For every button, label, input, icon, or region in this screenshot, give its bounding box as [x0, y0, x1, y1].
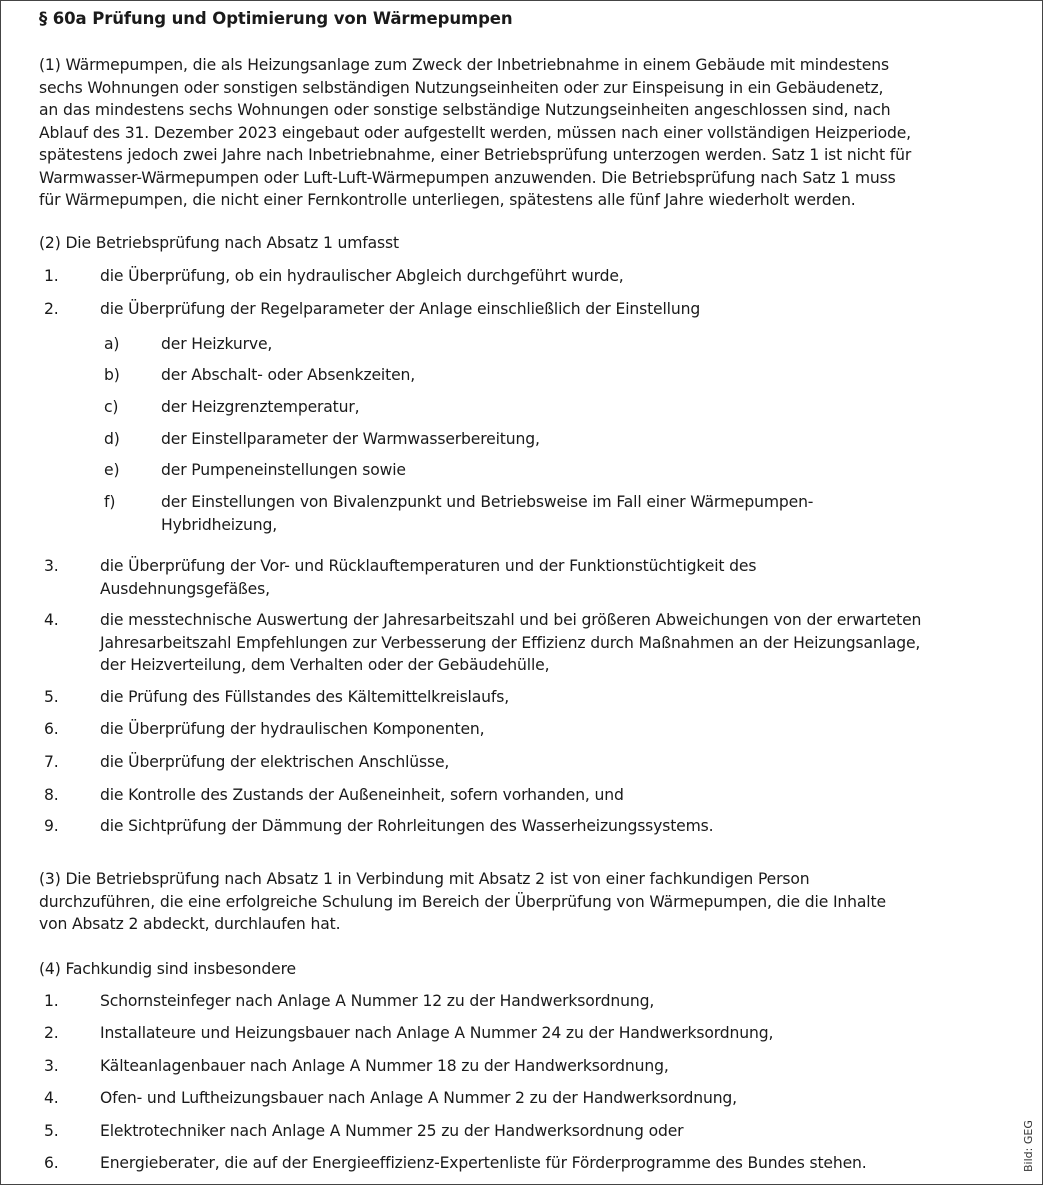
- list-number: 3.: [44, 557, 59, 575]
- list-text: die Überprüfung der Vor- und Rücklauftemperaturen und der Funktionstüchtigkeit des: [100, 557, 757, 575]
- list-text: Elektrotechniker nach Anlage A Nummer 25 zu der Handwerksordnung oder: [100, 1122, 684, 1140]
- list-number: 5.: [44, 1122, 59, 1140]
- sub-list-letter: d): [104, 430, 120, 448]
- sub-list-item: [0, 491, 1040, 537]
- sub-list-text: der Einstellungen von Bivalenzpunkt und Betriebsweise im Fall einer Wärmepumpen-: [161, 493, 814, 511]
- list-text: die Kontrolle des Zustands der Außeneinheit, sofern vorhanden, und: [100, 786, 624, 804]
- sub-list-text: der Heizgrenztemperatur,: [161, 398, 360, 416]
- list-text: die messtechnische Auswertung der Jahresarbeitszahl und bei größeren Abweichungen von der erwarteten: [100, 611, 922, 629]
- paragraph-line: spätestens jedoch zwei Jahre nach Inbetriebnahme, einer Betriebsprüfung unterzogen werden. Satz 1 ist nicht für: [39, 146, 912, 164]
- paragraph-line: an das mindestens sechs Wohnungen oder sonstige selbständige Nutzungseinheiten angeschlossen sind, nach: [39, 101, 891, 119]
- list-text: die Überprüfung der hydraulischen Komponenten,: [100, 720, 485, 738]
- sub-list-letter: c): [104, 398, 119, 416]
- list-number: 4.: [44, 611, 59, 629]
- list-number: 6.: [44, 720, 59, 738]
- paragraph-line: Ablauf des 31. Dezember 2023 eingebaut oder aufgestellt werden, müssen nach einer vollständigen Heizperiode,: [39, 123, 911, 142]
- paragraph-line: durchzuführen, die eine erfolgreiche Schulung im Bereich der Überprüfung von Wärmepumpen, die die Inhalte: [39, 892, 886, 911]
- paragraph-line: für Wärmepumpen, die nicht einer Fernkontrolle unterliegen, spätestens alle fünf Jahre wiederholt werden.: [39, 191, 856, 209]
- list-number: 8.: [44, 786, 59, 804]
- list-number: 4.: [44, 1089, 59, 1107]
- list-number: 7.: [44, 753, 59, 771]
- list-item: [0, 609, 1040, 677]
- paragraph-line: Warmwasser-Wärmepumpen oder Luft-Luft-Wärmepumpen anzuwenden. Die Betriebsprüfung nach Satz 1 muss: [39, 168, 896, 187]
- list-text: die Überprüfung, ob ein hydraulischer Abgleich durchgeführt wurde,: [100, 267, 624, 285]
- list-text: die Sichtprüfung der Dämmung der Rohrleitungen des Wasserheizungssystems.: [100, 817, 714, 835]
- paragraph-2-intro: (2) Die Betriebsprüfung nach Absatz 1 umfasst: [39, 234, 399, 252]
- paragraph-line: (1) Wärmepumpen, die als Heizungsanlage zum Zweck der Inbetriebnahme in einem Gebäude mit mindestens: [39, 56, 889, 74]
- list-text: die Prüfung des Füllstandes des Kältemittelkreislaufs,: [100, 688, 509, 706]
- paragraph-4-intro: (4) Fachkundig sind insbesondere: [39, 960, 296, 978]
- list-number: 9.: [44, 817, 59, 835]
- list-number: 1.: [44, 267, 59, 285]
- list-text: Energieberater, die auf der Energieeffizienz-Expertenliste für Förderprogramme des Bundes stehen.: [100, 1154, 867, 1172]
- list-number: 6.: [44, 1154, 59, 1172]
- list-item: [0, 555, 1040, 601]
- paragraph-1: [39, 54, 1024, 212]
- list-text: Ausdehnungsgefäßes,: [100, 579, 270, 598]
- list-number: 2.: [44, 1024, 59, 1042]
- sub-list-text: der Heizkurve,: [161, 335, 273, 353]
- sub-list-letter: f): [104, 493, 116, 511]
- list-number: 3.: [44, 1057, 59, 1075]
- list-text: der Heizverteilung, dem Verhalten oder der Gebäudehülle,: [100, 656, 550, 674]
- list-text: Schornsteinfeger nach Anlage A Nummer 12 zu der Handwerksordnung,: [100, 992, 655, 1010]
- list-number: 1.: [44, 992, 59, 1010]
- list-text: Kälteanlagenbauer nach Anlage A Nummer 18 zu der Handwerksordnung,: [100, 1057, 669, 1075]
- paragraph-line: (3) Die Betriebsprüfung nach Absatz 1 in Verbindung mit Absatz 2 ist von einer fachkundigen Person: [39, 870, 810, 888]
- list-text: Ofen- und Luftheizungsbauer nach Anlage A Nummer 2 zu der Handwerksordnung,: [100, 1089, 737, 1107]
- list-text: die Überprüfung der Regelparameter der Anlage einschließlich der Einstellung: [100, 300, 701, 318]
- sub-list-letter: e): [104, 461, 120, 479]
- image-credit: Bild: GEG: [1022, 1120, 1035, 1172]
- sub-list-text: der Abschalt- oder Absenkzeiten,: [161, 366, 416, 384]
- paragraph-3: [39, 868, 1024, 936]
- sub-list-text: der Pumpeneinstellungen sowie: [161, 461, 406, 479]
- sub-list-text: Hybridheizung,: [161, 515, 278, 534]
- list-text: die Überprüfung der elektrischen Anschlüsse,: [100, 753, 450, 771]
- paragraph-line: sechs Wohnungen oder sonstigen selbständigen Nutzungseinheiten oder zur Einspeisung in ein Gebäudenetz,: [39, 78, 884, 97]
- list-number: 2.: [44, 300, 59, 318]
- sub-list-letter: b): [104, 366, 120, 384]
- paragraph-line: von Absatz 2 abdeckt, durchlaufen hat.: [39, 915, 341, 933]
- section-title: § 60a Prüfung und Optimierung von Wärmepumpen: [39, 9, 513, 28]
- sub-list-letter: a): [104, 335, 120, 353]
- list-number: 5.: [44, 688, 59, 706]
- list-text: Installateure und Heizungsbauer nach Anlage A Nummer 24 zu der Handwerksordnung,: [100, 1024, 774, 1042]
- sub-list-text: der Einstellparameter der Warmwasserbereitung,: [161, 430, 540, 448]
- list-text: Jahresarbeitszahl Empfehlungen zur Verbesserung der Effizienz durch Maßnahmen an der Heizungsanlage,: [100, 633, 921, 652]
